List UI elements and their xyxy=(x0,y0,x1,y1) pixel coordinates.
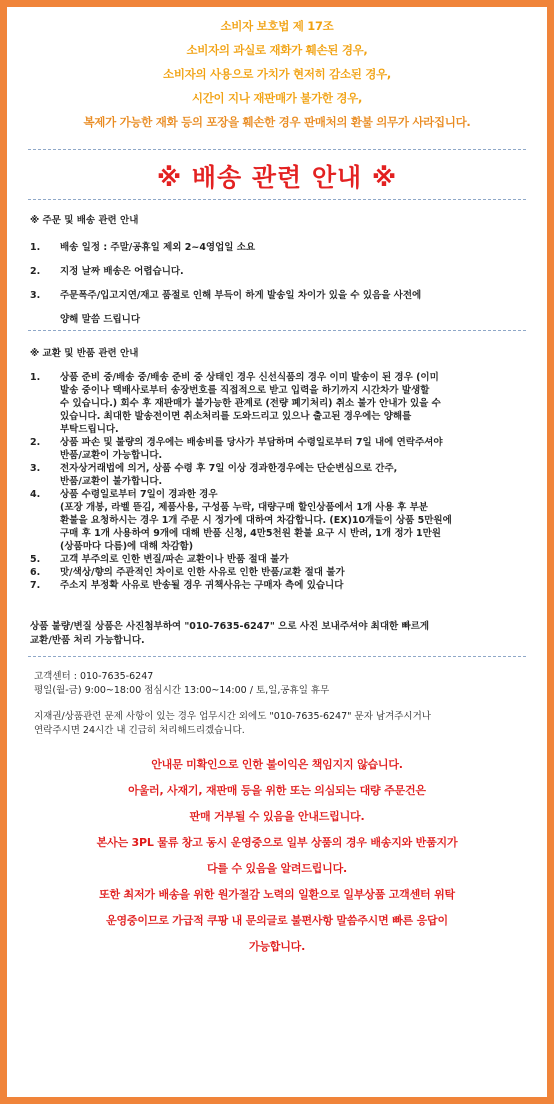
red-warning-notice xyxy=(20,752,534,960)
notice-line: 복제가 가능한 재화 등의 포장을 훼손한 경우 판매처의 환불 의무가 사라집니다. xyxy=(83,115,471,129)
warning-line: 아울러, 사재기, 재판매 등을 위한 또는 의심되는 대량 주문건은 xyxy=(128,784,426,797)
contact-note-line: 지재권/상품관련 문제 사항이 있는 경우 업무시간 외에도 "010-7635-6247" 문자 남겨주시거나 xyxy=(34,711,431,722)
item-line: 상품 수령일로부터 7일이 경과한 경우 xyxy=(60,489,218,500)
notice-line: 소비자의 과실로 재화가 훼손된 경우, xyxy=(186,43,368,57)
list-item xyxy=(30,553,514,566)
item-line: 주소지 부정확 사유로 반송될 경우 귀책사유는 구매자 측에 있습니다 xyxy=(60,580,344,591)
item-line: (포장 개봉, 라벨 뜯김, 제품사용, 구성품 누락, 대량구매 할인상품에서 1개 사용 후 부분 xyxy=(60,502,428,513)
item-text: 양해 말씀 드립니다 xyxy=(60,314,141,325)
contact-note-line: 연락주시면 24시간 내 긴급히 처리해드리겠습니다. xyxy=(34,725,245,736)
notice-line: 소비자 보호법 제 17조 xyxy=(220,19,334,33)
warning-line: 안내문 미확인으로 인한 불이익은 책임지지 않습니다. xyxy=(151,758,403,771)
item-text: 배송 일정 : 주말/공휴일 제외 2~4영업일 소요 xyxy=(60,242,256,253)
item-number: 4. xyxy=(30,489,41,500)
item-number: 2. xyxy=(30,437,41,448)
item-number: 1. xyxy=(30,372,41,383)
exchange-section-heading: ※ 교환 및 반품 관련 안내 xyxy=(30,348,139,359)
item-line: 부탁드립니다. xyxy=(60,424,119,435)
list-item xyxy=(30,240,514,256)
item-line: 발송 중이나 택배사로부터 송장번호를 직접적으로 받고 입력을 하기까지 시간차가 발생할 xyxy=(60,385,430,396)
list-item xyxy=(30,288,514,328)
divider xyxy=(28,656,526,657)
page-title: ※ 배송 관련 안내 ※ xyxy=(156,163,398,192)
list-item xyxy=(30,579,514,592)
item-number: 3. xyxy=(30,290,41,301)
item-number: 6. xyxy=(30,567,41,578)
customer-center: 고객센터 : 010-7635-6247 xyxy=(34,671,154,682)
list-item xyxy=(30,436,514,462)
exchange-list xyxy=(30,371,514,592)
item-line: 구매 후 1개 사용하여 9개에 대해 반품 신청, 4만5천원 환불 요구 시 반려, 1개 정가 1만원 xyxy=(60,528,441,539)
order-list xyxy=(30,240,514,336)
item-line: (상품마다 다름)에 대해 차감함) xyxy=(60,541,194,552)
contact-info xyxy=(34,670,524,738)
warning-line: 가능합니다. xyxy=(248,940,306,953)
order-section-heading: ※ 주문 및 배송 관련 안내 xyxy=(30,215,139,226)
item-line: 환불을 요청하시는 경우 1개 주문 시 정가에 대하여 차감합니다. (EX)10개들이 상품 5만원에 xyxy=(60,515,452,526)
business-hours: 평일(월-금) 9:00~18:00 점심시간 13:00~14:00 / 토,일,공휴일 휴무 xyxy=(34,685,330,696)
notice-line: 시간이 지나 재판매가 불가한 경우, xyxy=(191,91,363,105)
list-item xyxy=(30,488,514,553)
item-number: 3. xyxy=(30,463,41,474)
list-item xyxy=(30,566,514,579)
item-line: 있습니다. 최대한 발송전이면 취소처리를 도와드리고 있으나 출고된 경우에는 양해를 xyxy=(60,411,412,422)
warning-line: 또한 최저가 배송을 위한 원가절감 노력의 일환으로 일부상품 고객센터 위탁 xyxy=(99,888,455,901)
warning-line: 판매 거부될 수 있음을 안내드립니다. xyxy=(189,810,365,823)
item-line: 상품 준비 중/배송 중/배송 준비 중 상태인 경우 신선식품의 경우 이미 발송이 된 경우 (이미 xyxy=(60,372,439,383)
warning-line: 다를 수 있음을 알려드립니다. xyxy=(207,862,347,875)
item-line: 수 있습니다.) 회수 후 재판매가 불가능한 관계로 (전량 폐기처리) 취소 불가 안내가 있을 수 xyxy=(60,398,441,409)
defect-note xyxy=(30,620,520,648)
item-text: 지정 날짜 배송은 어렵습니다. xyxy=(60,266,184,277)
item-number: 1. xyxy=(30,242,41,253)
notice-line: 소비자의 사용으로 가치가 현저히 감소된 경우, xyxy=(163,67,391,81)
item-line: 상품 파손 및 불량의 경우에는 배송비를 당사가 부담하며 수령일로부터 7일 내에 연락주셔야 xyxy=(60,437,443,448)
item-number: 2. xyxy=(30,266,41,277)
item-line: 맛/색상/향의 주관적인 차이로 인한 사유로 인한 반품/교환 절대 불가 xyxy=(60,567,345,578)
defect-note-line: 상품 불량/변질 상품은 사진첨부하여 "010-7635-6247" 으로 사진 보내주셔야 최대한 빠르게 xyxy=(30,621,430,632)
warning-line: 본사는 3PL 물류 창고 동시 운영중으로 일부 상품의 경우 배송지와 반품지가 xyxy=(96,836,458,849)
item-number: 5. xyxy=(30,554,41,565)
divider xyxy=(28,330,526,331)
item-number: 7. xyxy=(30,580,41,591)
divider xyxy=(28,199,526,200)
item-line: 반품/교환이 가능합니다. xyxy=(60,450,163,461)
defect-note-line: 교환/반품 처리 가능합니다. xyxy=(30,635,145,646)
divider xyxy=(28,149,526,150)
list-item xyxy=(30,264,514,280)
consumer-protection-notice xyxy=(14,14,540,134)
warning-line: 운영중이므로 가급적 쿠팡 내 문의글로 불편사항 말씀주시면 빠른 응답이 xyxy=(106,914,448,927)
list-item xyxy=(30,371,514,436)
item-text: 주문폭주/입고지연/재고 품절로 인해 부득이 하게 발송일 차이가 있을 수 있음을 사전에 xyxy=(60,290,422,301)
item-line: 고객 부주의로 인한 변질/파손 교환이나 반품 절대 불가 xyxy=(60,554,289,565)
list-item xyxy=(30,462,514,488)
item-line: 전자상거래법에 의거, 상품 수령 후 7일 이상 경과한경우에는 단순변심으로 간주, xyxy=(60,463,398,474)
item-line: 반품/교환이 불가합니다. xyxy=(60,476,163,487)
